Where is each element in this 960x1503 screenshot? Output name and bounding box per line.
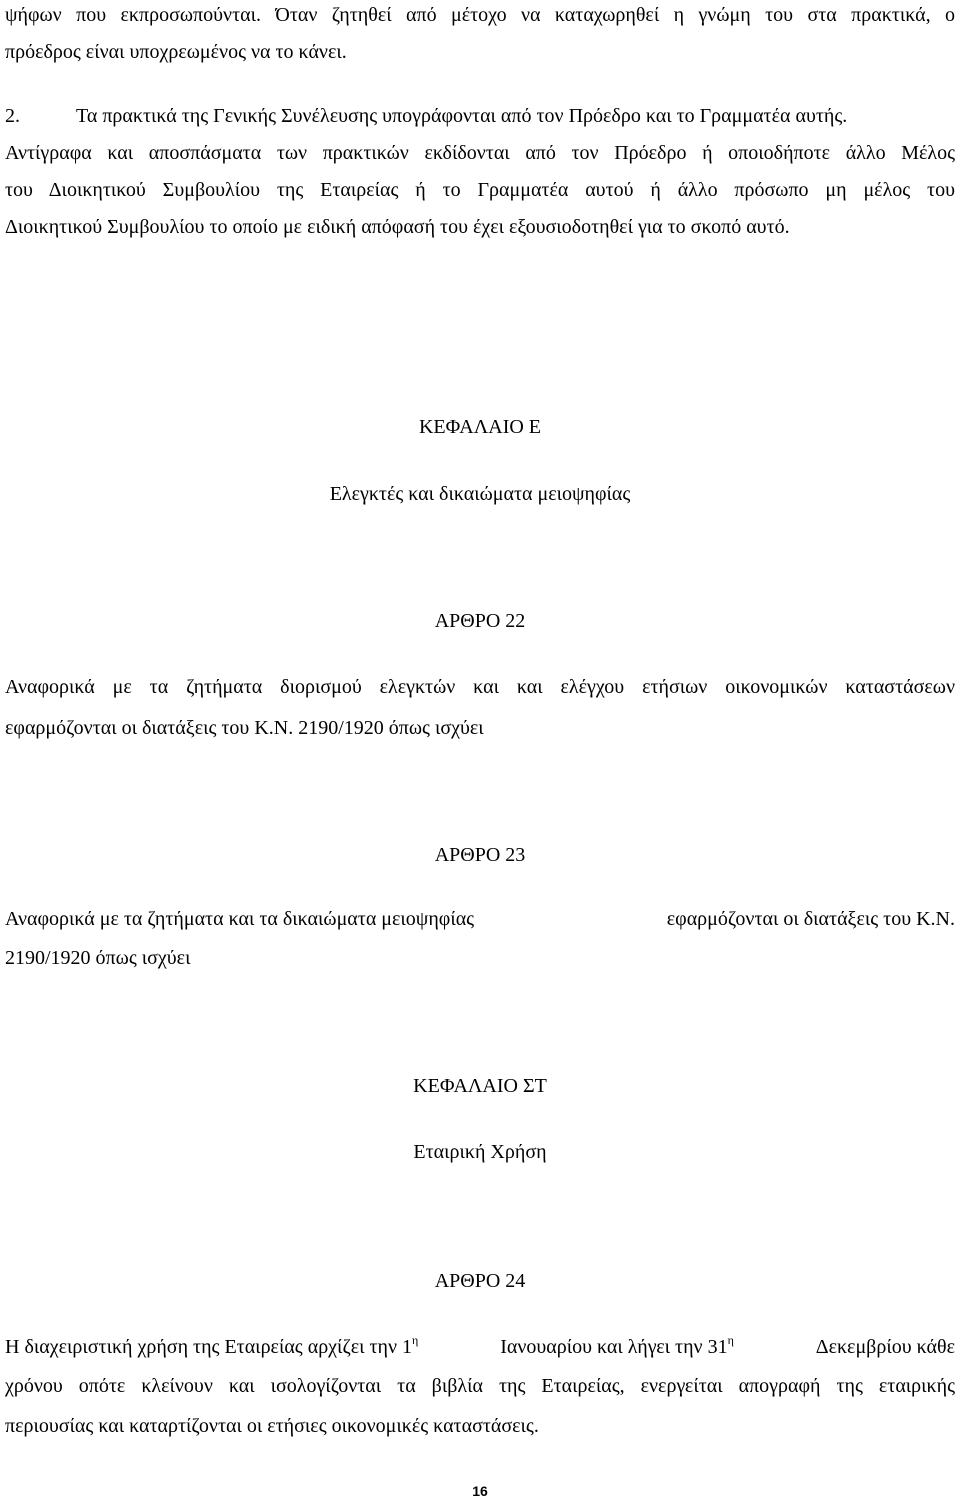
paragraph-line: Διοικητικού Συμβουλίου το οποίο με ειδική απόφασή του έχει εξουσιοδοτηθεί για το σκοπό αυτό. <box>5 216 790 238</box>
chapter-heading: ΚΕΦΑΛΑΙΟ Ε <box>418 416 542 438</box>
list-item-2-line <box>5 98 955 135</box>
article-text-segment: Δεκεμβρίου κάθε <box>815 1336 955 1358</box>
article-heading: ΑΡΘΡΟ 24 <box>434 1270 526 1292</box>
text-run: Ιανουαρίου και λήγει την 31 <box>500 1336 728 1358</box>
article-text-line <box>5 1329 955 1366</box>
article-text-line: εφαρμόζονται οι διατάξεις του Κ.Ν. 2190/1920 όπως ισχύει <box>5 717 484 739</box>
paragraph-line: πρόεδρος είναι υποχρεωμένος να το κάνει. <box>5 41 347 63</box>
article-text-line: περιουσίας και καταρτίζονται οι ετήσιες οικονομικές καταστάσεις. <box>5 1415 539 1437</box>
ordinal-superscript: η <box>412 1333 419 1347</box>
article-text-line: Αναφορικά με τα ζητήματα διορισμού ελεγκτών και και ελέγχου ετήσιων οικονομικών καταστάσεων <box>5 676 955 698</box>
chapter-title: Εταιρική Χρήση <box>413 1141 547 1163</box>
article-heading: ΑΡΘΡΟ 22 <box>434 610 526 632</box>
article-heading: ΑΡΘΡΟ 23 <box>434 844 526 866</box>
article-text-segment: εφαρμόζονται οι διατάξεις του Κ.Ν. <box>666 908 955 930</box>
chapter-heading: ΚΕΦΑΛΑΙΟ ΣΤ <box>413 1075 547 1097</box>
article-text-line: χρόνου οπότε κλείνουν και ισολογίζονται τα βιβλία της Εταιρείας, ενεργείται απογραφή της εταιρικής <box>5 1375 955 1397</box>
article-text-line <box>5 901 955 938</box>
article-text-segment <box>5 1329 418 1366</box>
list-item-text: Τα πρακτικά της Γενικής Συνέλευσης υπογράφονται από τον Πρόεδρο και το Γραμματέα αυτής. <box>76 105 848 127</box>
list-item-number: 2. <box>5 105 20 127</box>
paragraph-line: ψήφων που εκπροσωπούνται. Όταν ζητηθεί από μέτοχο να καταχωρηθεί η γνώμη του στα πρακτικά, ο <box>5 4 955 26</box>
chapter-title: Ελεγκτές και δικαιώματα μειοψηφίας <box>329 483 631 505</box>
paragraph-line: Αντίγραφα και αποσπάσματα των πρακτικών εκδίδονται από τον Πρόεδρο ή οποιοδήποτε άλλο Μέλος <box>5 142 955 164</box>
text-run: Η διαχειριστική χρήση της Εταιρείας αρχίζει την 1 <box>5 1336 413 1358</box>
page-number: 16 <box>472 1483 488 1499</box>
article-text-line: 2190/1920 όπως ισχύει <box>5 947 191 969</box>
article-text-segment <box>500 1329 734 1366</box>
ordinal-superscript: η <box>727 1333 734 1347</box>
paragraph-line: του Διοικητικού Συμβουλίου της Εταιρείας ή το Γραμματέα αυτού ή άλλο πρόσωπο μη μέλος του <box>5 179 955 201</box>
article-text-segment: Αναφορικά με τα ζητήματα και τα δικαιώματα μειοψηφίας <box>5 908 475 930</box>
